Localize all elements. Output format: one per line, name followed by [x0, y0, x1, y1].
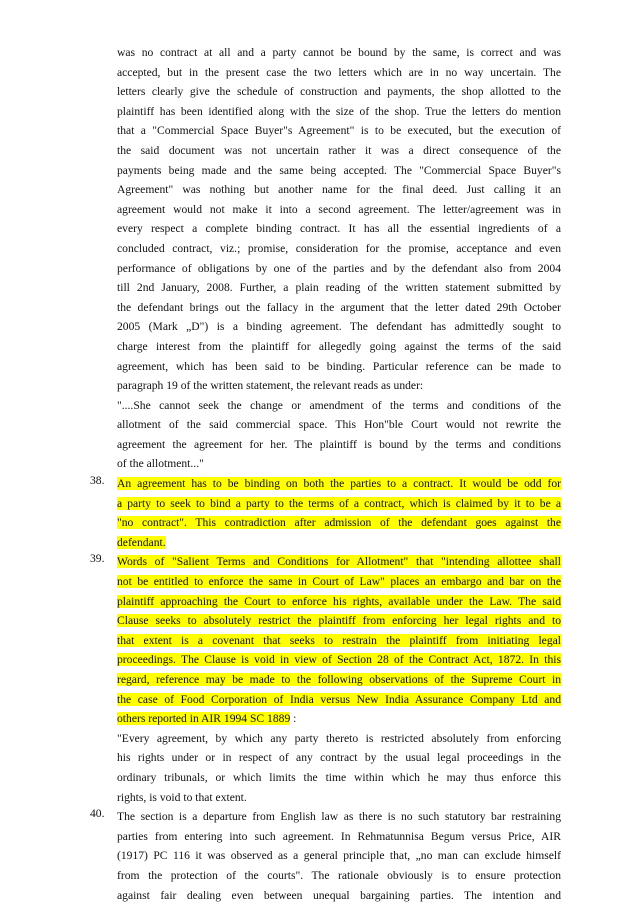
text-line	[117, 670, 561, 690]
text: allotment of the said commercial space. This Hon"ble Court would not rewrite the	[117, 418, 561, 432]
text-line	[117, 63, 561, 83]
paragraph-number: 38.	[90, 474, 105, 488]
text: "Every agreement, by which any party thereto is restricted absolutely from enforcing	[117, 731, 561, 745]
text: plaintiff has been identified along with the size of the shop. True the letters do mention	[117, 104, 561, 118]
text: accepted, but in the present case the two letters which are in no way uncertain. The	[117, 65, 561, 79]
text: was no contract at all and a party cannot be bound by the same, is correct and was	[117, 46, 561, 59]
text-line	[117, 219, 561, 239]
text: of the allotment..."	[117, 457, 204, 471]
text-line	[117, 690, 561, 710]
text-line	[117, 121, 561, 141]
highlighted-text: regard, reference may be made to the following observations of the Supreme Court in	[117, 673, 561, 686]
text: agreement, which has been said to be binding. Particular reference can be made to	[117, 359, 561, 373]
text-line	[117, 278, 561, 298]
paragraph-number: 39.	[90, 552, 105, 566]
text-line	[117, 886, 561, 905]
text-line	[117, 807, 561, 827]
text-line	[117, 650, 561, 670]
quoted-passage	[117, 729, 561, 807]
highlighted-text: plaintiff approaching the Court to enforce his rights, available under the Law. The said	[117, 594, 561, 608]
text-line	[117, 141, 561, 161]
text: the said document was not uncertain rather it was a direct consequence of the	[117, 143, 561, 157]
text-line	[117, 768, 561, 788]
text-line	[117, 592, 561, 612]
text-line	[117, 533, 561, 553]
text-line	[117, 102, 561, 122]
highlighted-text: not be entitled to enforce the same in Court of Law" places an embargo and bar on the	[117, 575, 561, 589]
paragraph-40	[90, 807, 561, 905]
text-line	[117, 239, 561, 259]
text: ordinary tribunals, or which limits the time within which he may thus enforce this	[117, 770, 561, 784]
text: (1917) PC 116 it was observed as a general principle that, „no man can exclude himself	[117, 849, 561, 863]
highlighted-text: the case of Food Corporation of India versus New India Assurance Company Ltd and	[117, 692, 561, 706]
text: Agreement" was nothing but another name for the final deed. Just calling it an	[117, 183, 561, 197]
text-line	[117, 729, 561, 749]
text-line	[117, 748, 561, 768]
text: 2005 (Mark „D") is a binding agreement. The defendant has admittedly sought to	[117, 320, 561, 334]
text: payments being made and the same being accepted. The "Commercial Space Buyer"s	[117, 163, 561, 177]
text-line	[117, 709, 561, 729]
text: agreement the agreement for her. The plaintiff is bound by the terms and conditions	[117, 437, 561, 451]
text: performance of obligations by one of the parties and by the defendant also from 2004	[117, 261, 561, 275]
text-line	[117, 572, 561, 592]
text: rights, is void to that extent.	[117, 790, 247, 804]
highlighted-text: "no contract". This contradiction after admission of the defendant goes against the	[117, 516, 561, 530]
text-line	[117, 357, 561, 377]
paragraph-39	[90, 552, 561, 728]
highlighted-citation: others reported in AIR 1994 SC 1889	[117, 712, 291, 726]
text: that a "Commercial Space Buyer"s Agreement" is to be executed, but the execution of	[117, 124, 561, 138]
text: letters clearly give the schedule of construction and payments, the shop allotted to the	[117, 85, 561, 99]
text-line	[117, 161, 561, 181]
paragraph-38	[90, 474, 561, 552]
text: paragraph 19 of the written statement, the relevant reads as under:	[117, 379, 424, 393]
text-line	[117, 846, 561, 866]
text-line	[117, 788, 561, 808]
text-line	[117, 82, 561, 102]
text-line	[117, 396, 561, 416]
text: agreement would not make it into a second agreement. The letter/agreement was in	[117, 202, 561, 216]
text-line	[117, 43, 561, 63]
text-line	[117, 298, 561, 318]
text: every respect a complete binding contract. It has all the essential ingredients of a	[117, 222, 561, 236]
text-line	[117, 494, 561, 514]
text-fragment: :	[290, 712, 297, 726]
highlighted-text: proceedings. The Clause is void in view of Section 28 of the Contract Act, 1872. In this	[117, 653, 561, 667]
paragraph-continuation	[117, 43, 561, 396]
text-line	[117, 259, 561, 279]
text: from the protection of the courts". The rationale obviously is to ensure protection	[117, 868, 561, 882]
text: charge interest from the plaintiff for allegedly going against the terms of the said	[117, 339, 561, 353]
text-line	[117, 827, 561, 847]
text-line	[117, 337, 561, 357]
text: against fair dealing even between unequal bargaining parties. The intention and	[117, 888, 561, 902]
text: till 2nd January, 2008. Further, a plain reading of the written statement submitted by	[117, 281, 561, 295]
text-line	[117, 866, 561, 886]
highlighted-text: a party to seek to bind a party to the terms of a contract, which is claimed by it to be a	[117, 496, 561, 510]
text-line	[117, 200, 561, 220]
text: concluded contract, viz.; promise, consideration for the promise, acceptance and even	[117, 241, 561, 255]
text: parties from entering into such agreement. In Rehmatunnisa Begum versus Price, AIR	[117, 829, 561, 843]
text-line	[117, 180, 561, 200]
text-line	[117, 317, 561, 337]
quoted-passage	[117, 396, 561, 474]
text-block	[90, 43, 561, 905]
text-line	[117, 474, 561, 494]
text-line	[117, 552, 561, 572]
text-line	[117, 415, 561, 435]
text-line	[117, 631, 561, 651]
text-line	[117, 435, 561, 455]
highlighted-text: Clause seeks to absolutely restrict the plaintiff from enforcing her legal rights and to	[117, 614, 561, 628]
highlighted-text: defendant.	[117, 535, 166, 549]
text-line	[117, 611, 561, 631]
highlighted-text: Words of "Salient Terms and Conditions for Allotment" that "intending allottee shall	[117, 555, 561, 569]
paragraph-number: 40.	[90, 807, 105, 821]
text-line	[117, 454, 561, 474]
highlighted-text: An agreement has to be binding on both the parties to a contract. It would be odd for	[117, 477, 561, 491]
text: his rights under or in respect of any contract by the usual legal proceedings in the	[117, 751, 561, 765]
text-line	[117, 376, 561, 396]
text-line	[117, 513, 561, 533]
text: The section is a departure from English law as there is no such statutory bar restraining	[117, 810, 561, 824]
text: the defendant brings out the fallacy in the argument that the letter dated 29th October	[117, 300, 561, 314]
highlighted-text: that extent is a covenant that seeks to restrain the plaintiff from initiating legal	[117, 633, 561, 647]
text: "....She cannot seek the change or amendment of the terms and conditions of the	[117, 398, 561, 412]
